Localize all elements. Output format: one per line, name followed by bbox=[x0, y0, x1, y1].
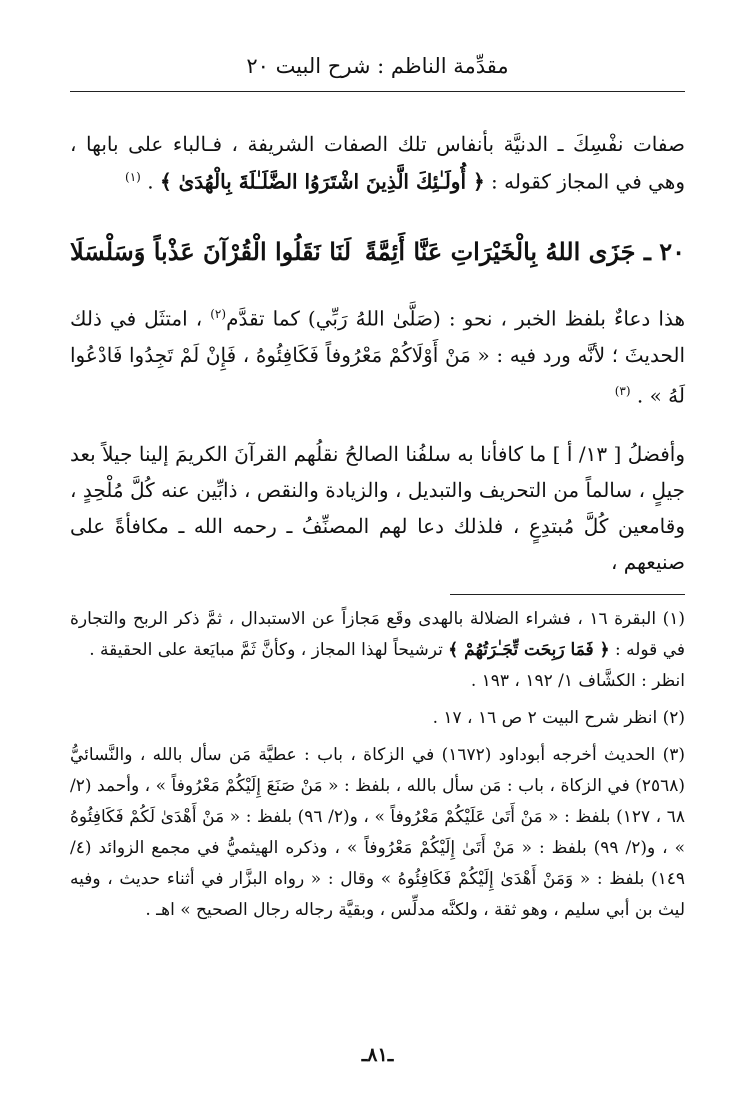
poem-verse-20 bbox=[70, 232, 685, 272]
verse-second-hemistich: لَنَا نَقَلُوا الْقُرْآنَ عَذْباً وَسَلْسَلَا bbox=[70, 237, 352, 266]
footnote-1 bbox=[70, 604, 685, 697]
footnote-1-source: انظر : الكشَّاف ١/ ١٩٢ ، ١٩٣ . bbox=[470, 671, 685, 691]
footnote-1-quran: ﴿ فَمَا رَبِحَت تِّجَـٰرَتُهُمْ ﴾ bbox=[448, 640, 610, 660]
footnote-ref-2[interactable]: (٢) bbox=[210, 307, 227, 321]
footnote-ref-1[interactable]: (١) bbox=[125, 170, 141, 184]
header-divider bbox=[70, 91, 685, 92]
footnote-1-text-b: ترشيحاً لهذا المجاز ، وكأنَّ ثَمَّ مبايَعة على الحقيقة . bbox=[89, 640, 449, 660]
quran-quote: ﴿ أُولَـٰئِكَ الَّذِينَ اشْتَرَوُا الضَّلَـٰلَةَ بِالْهُدَىٰ ﴾ bbox=[159, 169, 485, 194]
footnotes-section bbox=[70, 604, 685, 926]
footnote-divider bbox=[450, 594, 685, 595]
verse-first-hemistich: ٢٠ ـ جَزَى اللهُ بِالْخَيْرَاتِ عَنَّا أَئِمَّةً bbox=[364, 237, 685, 266]
page-number: ـ٨١ـ bbox=[361, 1044, 394, 1066]
footnote-1-text-a: (١) البقرة ١٦ ، فشراء الضلالة بالهدى وقَع مَجازاً عن الاستبدال ، ثمَّ ذكر الربح والتجارة في قوله : bbox=[70, 609, 685, 660]
footnote-3: (٣) الحديث أخرجه أبوداود (١٦٧٢) في الزكاة ، باب : عطيَّة مَن سأل بالله ، والنَّسائيُّ (٢٥٦٨) في الزكاة ، باب : مَن سأل بالله ، بلفظ : « مَنْ صَنَعَ إِلَيْكُمْ مَعْرُوفاً » ، وأحمد (٢/ ٦٨ ، ١٢٧) بلفظ : « مَنْ أَتَىٰ عَلَيْكُمْ مَعْرُوفاً » ، و(٢/ ٩٦) بلفظ : « مَنْ أَهْدَىٰ لَكُمْ فَكَافِئُوهُ » ، و(٢/ ٩٩) بلفظ : « مَنْ أَتَىٰ إِلَيْكُمْ مَعْرُوفاً » ، وذكره الهيثميُّ في مجمع الزوائد (٤/ ١٤٩) بلفظ : « وَمَنْ أَهْدَىٰ إِلَيْكُمْ فَكَافِئُوهُ » وقال : « رواه البزَّار في أثناء حديث ، وفيه ليث بن أبي سليم ، وهو ثقة ، ولكنَّه مدلِّس ، وبقيَّة رجاله رجال الصحيح » اهـ . bbox=[70, 745, 685, 920]
footnote-2: (٢) انظر شرح البيت ٢ ص ١٦ ، ١٧ . bbox=[432, 708, 685, 728]
paragraph-2 bbox=[70, 296, 685, 413]
running-header: مقدِّمة الناظم : شرح البيت ٢٠ bbox=[246, 54, 509, 78]
paragraph-3: وأفضلُ [ ١٣/ أ ] ما كافأنا به سلفُنا الصالحُ نقلُهم القرآنَ الكريمَ إلينا جيلاً بعد جيلٍ ، سالماً من التحريف والتبديل ، والزيادة والنقص ، ذابِّين عنه كُلَّ مُلْحِدٍ ، وقامعين كُلَّ مُبتدِعٍ ، فلذلك دعا لهم المصنِّفُ ـ رحمه الله ـ مكافأةً على صنيعهم ، bbox=[70, 442, 685, 574]
paragraph-1 bbox=[70, 128, 685, 199]
footnote-ref-3[interactable]: (٣) bbox=[614, 383, 631, 398]
paragraph-2-text-a: هذا دعاءٌ بلفظ الخبر ، نحو : (صَلَّىٰ اللهُ رَبِّي) كما تقدَّم bbox=[226, 306, 685, 331]
paragraph-1-text-a: صفات نفْسِكَ ـ الدنيَّة بأنفاس تلك الصفات الشريفة ، فـالباء على بابها ، وهي في المجاز كقوله : bbox=[70, 132, 685, 194]
paragraph-1-text-b: . bbox=[140, 169, 160, 194]
paragraph-2-text-b: ، امتثَل في ذلك الحديثَ ؛ لأنَّه ورد فيه : « مَنْ أَوْلَاكُمْ مَعْرُوفاً فَكَافِئُوهُ ، فَإِنْ لَمْ تَجِدُوا فَادْعُوا لَهُ » . bbox=[70, 306, 685, 408]
